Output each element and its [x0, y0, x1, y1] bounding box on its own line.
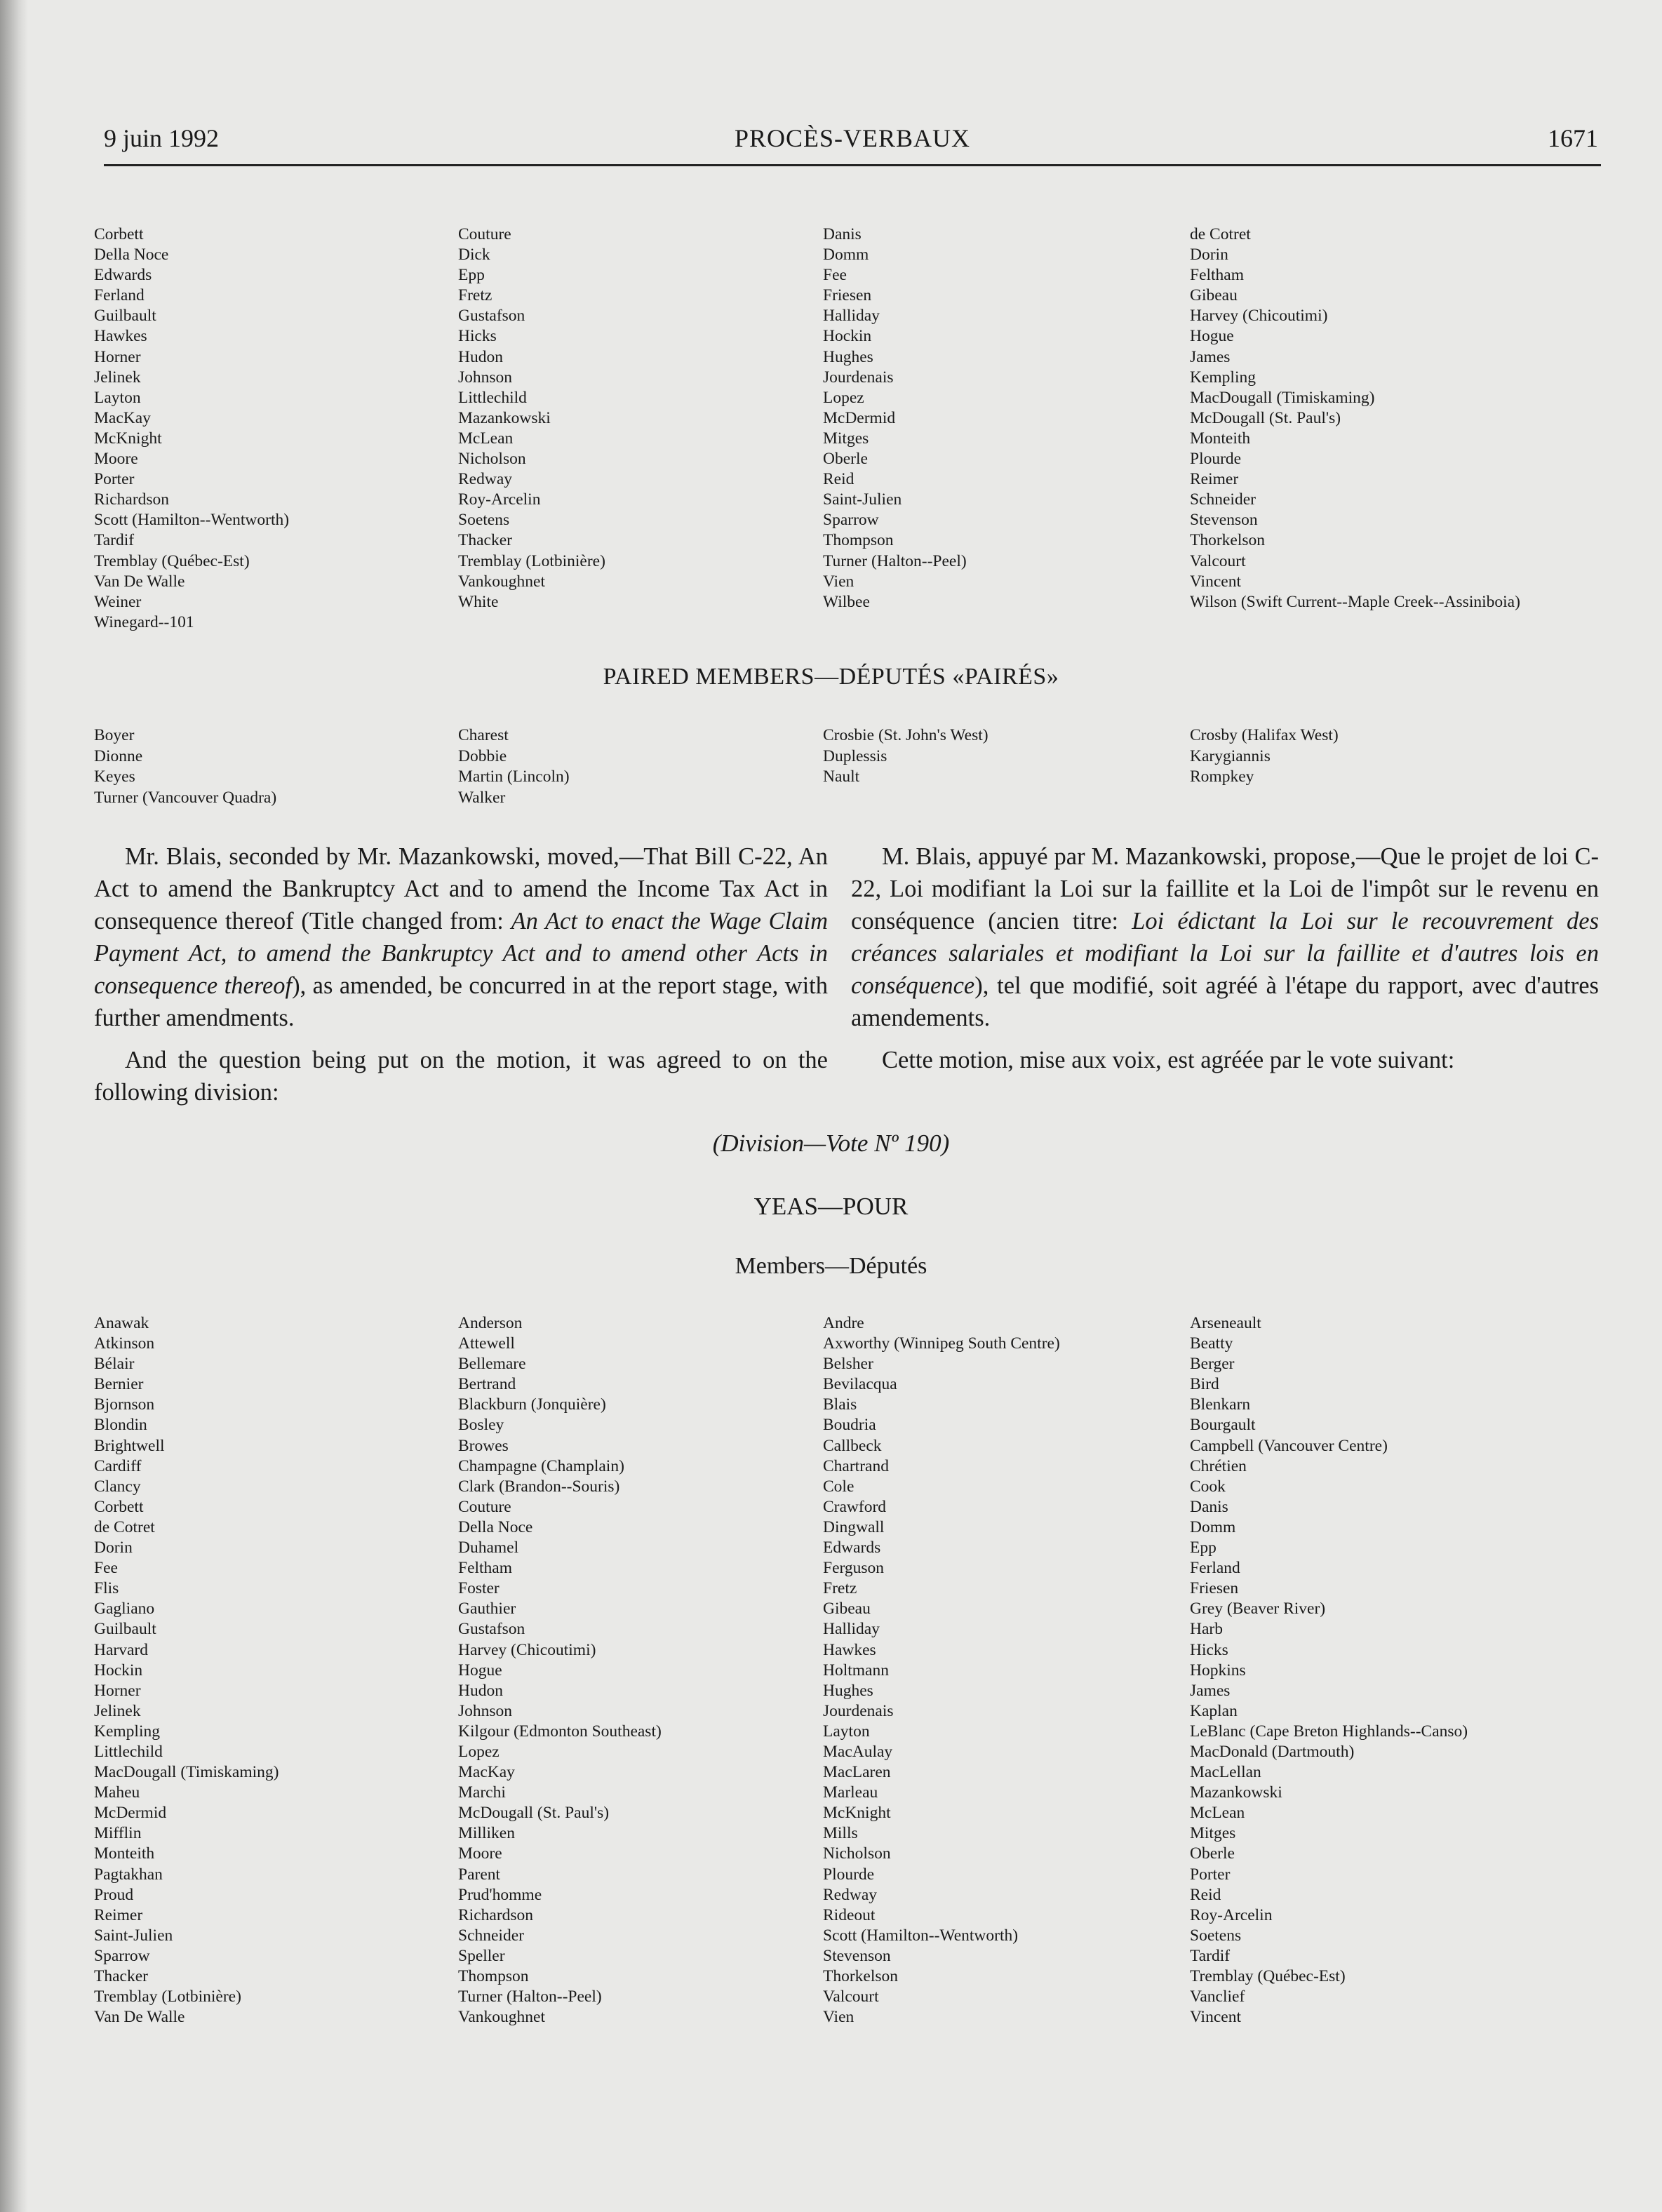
member-name: Edwards	[823, 1539, 881, 1557]
member-name: McKnight	[823, 1804, 891, 1823]
member-name: Lopez	[458, 1742, 500, 1761]
member-name: Bernier	[94, 1375, 144, 1394]
nays-column-4	[1190, 224, 1609, 633]
member-name: LeBlanc (Cape Breton Highlands--Canso)	[1190, 1722, 1468, 1741]
member-name: Andre	[823, 1314, 864, 1332]
member-name: Epp	[458, 266, 485, 285]
member-name: Mitges	[1190, 1824, 1236, 1843]
member-name: Fee	[823, 266, 847, 285]
member-name: Turner (Halton--Peel)	[823, 551, 967, 570]
member-name: Reimer	[1190, 470, 1239, 489]
member-name: Hughes	[823, 347, 873, 366]
paired-column-1	[94, 725, 458, 808]
member-name: Thacker	[458, 531, 512, 550]
nays-name-list	[94, 224, 1609, 633]
member-name: Monteith	[94, 1844, 155, 1863]
member-name: Berger	[1190, 1355, 1235, 1374]
member-name: Marchi	[458, 1783, 506, 1802]
paired-name-list	[94, 725, 1609, 808]
member-name: Nicholson	[823, 1844, 891, 1863]
header-date: 9 juin 1992	[104, 124, 220, 152]
nays-column-2	[458, 224, 823, 633]
member-name: Gibeau	[1190, 286, 1238, 305]
paired-column-4	[1190, 725, 1609, 808]
member-name: Saint-Julien	[823, 490, 902, 509]
member-name: Mazankowski	[458, 408, 551, 427]
member-name: Hughes	[823, 1681, 873, 1700]
member-name: Feltham	[1190, 266, 1245, 285]
member-name: Epp	[1190, 1539, 1217, 1557]
member-name: Dingwall	[823, 1517, 885, 1536]
member-name: MacKay	[458, 1763, 515, 1782]
member-name: Champagne (Champlain)	[458, 1456, 624, 1475]
member-name: MacAulay	[823, 1742, 893, 1761]
yeas-subtitle: Members—Députés	[735, 1253, 927, 1279]
member-name: Atkinson	[94, 1334, 155, 1353]
member-name: McDougall (St. Paul's)	[458, 1804, 610, 1823]
member-name: Plourde	[1190, 450, 1242, 469]
member-name: Anderson	[458, 1314, 523, 1332]
member-name: Monteith	[1190, 429, 1251, 448]
member-name: Stevenson	[823, 1946, 891, 1965]
member-name: Grey (Beaver River)	[1190, 1600, 1326, 1618]
member-name: MacKay	[94, 408, 151, 427]
member-name: Hogue	[1190, 327, 1234, 346]
yeas-column-2	[458, 1313, 823, 2027]
member-name: Parent	[458, 1865, 501, 1884]
member-name: Tremblay (Québec-Est)	[1190, 1967, 1346, 1985]
member-name: Jourdenais	[823, 368, 894, 387]
member-name: Hicks	[1190, 1640, 1228, 1659]
yeas-column-4	[1190, 1313, 1609, 2027]
header-title: PROCÈS-VERBAUX	[734, 124, 971, 152]
yeas-title: YEAS—POUR	[753, 1193, 909, 1220]
member-name: Crosby (Halifax West)	[1190, 726, 1339, 744]
member-name: Thorkelson	[1190, 531, 1266, 550]
member-name: Dorin	[1190, 246, 1228, 264]
member-name: Arseneault	[1190, 1314, 1261, 1332]
header-page-number: 1671	[1548, 124, 1598, 152]
member-name: Soetens	[458, 511, 510, 530]
member-name: Mifflin	[94, 1824, 142, 1843]
member-name: Tremblay (Lotbinière)	[94, 1988, 241, 2006]
member-name: MacLaren	[823, 1763, 891, 1782]
member-name: Nicholson	[458, 450, 526, 469]
paired-column-3	[823, 725, 1190, 808]
member-name: Cole	[823, 1477, 855, 1496]
member-name: Maheu	[94, 1783, 140, 1802]
member-name: Hockin	[94, 1661, 143, 1680]
member-name: Van De Walle	[94, 572, 185, 591]
member-name: Valcourt	[1190, 551, 1246, 570]
member-name: Roy-Arcelin	[458, 490, 541, 509]
member-name: Layton	[823, 1722, 870, 1741]
member-name: Johnson	[458, 1701, 513, 1720]
book-spine-shadow	[0, 0, 28, 2212]
member-name: Reid	[823, 470, 855, 489]
member-name: Danis	[823, 225, 862, 243]
member-name: Boyer	[94, 726, 135, 744]
member-name: McDougall (St. Paul's)	[1190, 408, 1341, 427]
member-name: Saint-Julien	[94, 1926, 173, 1945]
member-name: Della Noce	[458, 1517, 533, 1536]
member-name: McDermid	[94, 1804, 167, 1823]
member-name: Bevilacqua	[823, 1375, 897, 1394]
member-name: Littlechild	[94, 1742, 163, 1761]
member-name: Dorin	[94, 1539, 133, 1557]
member-name: Redway	[823, 1885, 878, 1904]
member-name: Bellemare	[458, 1355, 526, 1374]
member-name: Valcourt	[823, 1988, 879, 2006]
member-name: Dobbie	[458, 746, 507, 765]
member-name: Hudon	[458, 347, 503, 366]
member-name: Marleau	[823, 1783, 878, 1802]
member-name: Winegard--101	[94, 612, 194, 631]
member-name: Lopez	[823, 388, 864, 407]
member-name: White	[458, 592, 499, 611]
member-name: Kaplan	[1190, 1701, 1238, 1720]
member-name: Couture	[458, 1497, 511, 1516]
member-name: Corbett	[94, 225, 144, 243]
member-name: Reimer	[94, 1905, 143, 1924]
member-name: Hockin	[823, 327, 872, 346]
member-name: Kempling	[94, 1722, 160, 1741]
member-name: Hopkins	[1190, 1661, 1246, 1680]
member-name: Bertrand	[458, 1375, 516, 1394]
member-name: Richardson	[458, 1905, 534, 1924]
member-name: Tardif	[94, 531, 135, 550]
member-name: Bélair	[94, 1355, 135, 1374]
member-name: Thacker	[94, 1967, 148, 1985]
member-name: Dick	[458, 246, 490, 264]
member-name: Cook	[1190, 1477, 1226, 1496]
member-name: James	[1190, 347, 1231, 366]
member-name: McKnight	[94, 429, 162, 448]
member-name: Jourdenais	[823, 1701, 894, 1720]
member-name: Gustafson	[458, 1620, 525, 1639]
member-name: Stevenson	[1190, 511, 1258, 530]
member-name: Gibeau	[823, 1600, 871, 1618]
member-name: Sparrow	[94, 1946, 150, 1965]
member-name: Callbeck	[823, 1436, 882, 1455]
member-name: Foster	[458, 1579, 500, 1598]
member-name: Rideout	[823, 1905, 876, 1924]
member-name: James	[1190, 1681, 1231, 1700]
member-name: Thompson	[823, 531, 894, 550]
member-name: Hogue	[458, 1661, 502, 1680]
member-name: Turner (Halton--Peel)	[458, 1988, 602, 2006]
member-name: Porter	[94, 470, 135, 489]
member-name: Duplessis	[823, 746, 887, 765]
member-name: Blais	[823, 1395, 857, 1414]
member-name: Crawford	[823, 1497, 887, 1516]
member-name: Oberle	[823, 450, 868, 469]
member-name: Martin (Lincoln)	[458, 768, 570, 786]
motion-english-text-1: Mr. Blais, seconded by Mr. Mazankowski, moved,—That Bill C-22, An Act to amend the Bankruptcy Act and to amend the Income Tax Act in consequence thereof (Title changed from:	[94, 843, 828, 934]
nays-column-3	[823, 224, 1190, 633]
member-name: Horner	[94, 347, 141, 366]
member-name: Vanclief	[1190, 1988, 1245, 2006]
page-header	[104, 123, 1601, 166]
motion-english	[94, 840, 828, 1034]
member-name: Van De Walle	[94, 2008, 185, 2027]
member-name: Reid	[1190, 1885, 1221, 1904]
member-name: Scott (Hamilton--Wentworth)	[823, 1926, 1019, 1945]
member-name: Vien	[823, 2008, 855, 2027]
member-name: Vien	[823, 572, 855, 591]
member-name: Cardiff	[94, 1456, 142, 1475]
member-name: Hawkes	[823, 1640, 876, 1659]
member-name: Gustafson	[458, 307, 525, 326]
member-name: Domm	[823, 246, 869, 264]
member-name: Wilson (Swift Current--Maple Creek--Assiniboia)	[1190, 592, 1520, 611]
member-name: Harvard	[94, 1640, 148, 1659]
member-name: Hicks	[458, 327, 497, 346]
member-name: Karygiannis	[1190, 746, 1271, 765]
member-name: Plourde	[823, 1865, 875, 1884]
member-name: Mazankowski	[1190, 1783, 1282, 1802]
member-name: Attewell	[458, 1334, 515, 1353]
member-name: Bjornson	[94, 1395, 155, 1414]
member-name: Jelinek	[94, 1701, 141, 1720]
member-name: Thompson	[458, 1967, 529, 1985]
paired-members-title: PAIRED MEMBERS—DÉPUTÉS «PAIRÉS»	[603, 664, 1059, 690]
member-name: MacDonald (Dartmouth)	[1190, 1742, 1355, 1761]
member-name: Vankoughnet	[458, 2008, 546, 2027]
member-name: Della Noce	[94, 246, 169, 264]
member-name: Weiner	[94, 592, 142, 611]
member-name: Proud	[94, 1885, 134, 1904]
member-name: Flis	[94, 1579, 119, 1598]
motion-french	[851, 840, 1599, 1034]
member-name: Guilbault	[94, 1620, 156, 1639]
motion-english-text-2: ), as amended, be concurred in at the report stage, with further amendments.	[94, 972, 828, 1031]
member-name: Crosbie (St. John's West)	[823, 726, 989, 744]
member-name: Mitges	[823, 429, 869, 448]
member-name: de Cotret	[94, 1517, 155, 1536]
member-name: Harvey (Chicoutimi)	[458, 1640, 596, 1659]
motion-english-old-title: An Act to enact the Wage Claim Payment Act, to amend the Bankruptcy Act and to amend other Acts in consequence thereof	[94, 908, 828, 999]
member-name: Oberle	[1190, 1844, 1235, 1863]
member-name: Richardson	[94, 490, 170, 509]
member-name: Hudon	[458, 1681, 503, 1700]
member-name: Ferguson	[823, 1559, 885, 1578]
member-name: Kilgour (Edmonton Southeast)	[458, 1722, 662, 1741]
member-name: Couture	[458, 225, 511, 243]
member-name: Moore	[94, 450, 138, 469]
member-name: Friesen	[823, 286, 872, 305]
member-name: Thorkelson	[823, 1967, 899, 1985]
member-name: Speller	[458, 1946, 505, 1965]
member-name: Mills	[823, 1824, 858, 1843]
member-name: Domm	[1190, 1517, 1236, 1536]
member-name: Gauthier	[458, 1600, 516, 1618]
member-name: Ferland	[94, 286, 145, 305]
member-name: Vincent	[1190, 2008, 1241, 2027]
member-name: Duhamel	[458, 1539, 519, 1557]
member-name: Anawak	[94, 1314, 149, 1332]
member-name: Chartrand	[823, 1456, 889, 1475]
nays-column-1	[94, 224, 458, 633]
member-name: Pagtakhan	[94, 1865, 163, 1884]
yeas-name-list	[94, 1313, 1609, 2027]
question-french: Cette motion, mise aux voix, est agréée par le vote suivant:	[882, 1047, 1455, 1073]
member-name: Edwards	[94, 266, 152, 285]
member-name: Blenkarn	[1190, 1395, 1251, 1414]
member-name: Bosley	[458, 1416, 504, 1435]
member-name: Vankoughnet	[458, 572, 546, 591]
member-name: Rompkey	[1190, 768, 1254, 786]
member-name: Littlechild	[458, 388, 527, 407]
motion-french-text-2: ), tel que modifié, soit agréé à l'étape du rapport, avec d'autres amendements.	[851, 972, 1599, 1031]
member-name: Walker	[458, 788, 506, 807]
member-name: Fretz	[823, 1579, 857, 1598]
member-name: Corbett	[94, 1497, 144, 1516]
member-name: Horner	[94, 1681, 141, 1700]
member-name: Harb	[1190, 1620, 1223, 1639]
member-name: Redway	[458, 470, 513, 489]
member-name: Clancy	[94, 1477, 141, 1496]
member-name: Layton	[94, 388, 141, 407]
member-name: Belsher	[823, 1355, 873, 1374]
member-name: Jelinek	[94, 368, 141, 387]
yeas-column-1	[94, 1313, 458, 2027]
paired-column-2	[458, 725, 823, 808]
member-name: Boudria	[823, 1416, 876, 1435]
member-name: MacDougall (Timiskaming)	[1190, 388, 1375, 407]
member-name: Browes	[458, 1436, 509, 1455]
member-name: Ferland	[1190, 1559, 1240, 1578]
member-name: Campbell (Vancouver Centre)	[1190, 1436, 1388, 1455]
member-name: Halliday	[823, 1620, 880, 1639]
member-name: Fee	[94, 1559, 118, 1578]
member-name: Guilbault	[94, 307, 156, 326]
question-english: And the question being put on the motion, it was agreed to on the following division:	[94, 1047, 828, 1106]
member-name: McLean	[458, 429, 514, 448]
member-name: Tremblay (Québec-Est)	[94, 551, 250, 570]
member-name: Clark (Brandon--Souris)	[458, 1477, 620, 1496]
member-name: Beatty	[1190, 1334, 1233, 1353]
member-name: Tremblay (Lotbinière)	[458, 551, 605, 570]
motion-french-text-1: M. Blais, appuyé par M. Mazankowski, propose,—Que le projet de loi C-22, Loi modifiant la Loi sur la faillite et la Loi de l'impôt sur le revenu en conséquence (ancien titre:	[851, 843, 1599, 934]
member-name: Kempling	[1190, 368, 1256, 387]
member-name: Porter	[1190, 1865, 1231, 1884]
member-name: Fretz	[458, 286, 492, 305]
member-name: Bird	[1190, 1375, 1219, 1394]
member-name: Prud'homme	[458, 1885, 542, 1904]
member-name: Hawkes	[94, 327, 147, 346]
member-name: Keyes	[94, 768, 135, 786]
member-name: Soetens	[1190, 1926, 1242, 1945]
member-name: Schneider	[458, 1926, 524, 1945]
member-name: Harvey (Chicoutimi)	[1190, 307, 1328, 326]
member-name: Vincent	[1190, 572, 1241, 591]
member-name: Friesen	[1190, 1579, 1239, 1598]
member-name: MacDougall (Timiskaming)	[94, 1763, 279, 1782]
member-name: Tardif	[1190, 1946, 1231, 1965]
member-name: Turner (Vancouver Quadra)	[94, 788, 277, 807]
member-name: Chrétien	[1190, 1456, 1247, 1475]
member-name: Wilbee	[823, 592, 870, 611]
member-name: Blondin	[94, 1416, 147, 1435]
member-name: Blackburn (Jonquière)	[458, 1395, 606, 1414]
division-number: (Division—Vote Nº 190)	[712, 1130, 950, 1157]
member-name: Scott (Hamilton--Wentworth)	[94, 511, 290, 530]
yeas-column-3	[823, 1313, 1190, 2027]
member-name: de Cotret	[1190, 225, 1251, 243]
member-name: Johnson	[458, 368, 513, 387]
member-name: Schneider	[1190, 490, 1256, 509]
member-name: Milliken	[458, 1824, 515, 1843]
member-name: Charest	[458, 726, 509, 744]
member-name: Feltham	[458, 1559, 513, 1578]
member-name: Holtmann	[823, 1661, 889, 1680]
member-name: Brightwell	[94, 1436, 165, 1455]
member-name: McDermid	[823, 408, 896, 427]
member-name: Axworthy (Winnipeg South Centre)	[823, 1334, 1060, 1353]
member-name: Roy-Arcelin	[1190, 1905, 1273, 1924]
member-name: Halliday	[823, 307, 880, 326]
member-name: Dionne	[94, 746, 143, 765]
member-name: Nault	[823, 768, 860, 786]
member-name: Bourgault	[1190, 1416, 1256, 1435]
member-name: MacLellan	[1190, 1763, 1261, 1782]
member-name: Moore	[458, 1844, 502, 1863]
member-name: Sparrow	[823, 511, 879, 530]
member-name: McLean	[1190, 1804, 1245, 1823]
motion-french-old-title: Loi édictant la Loi sur le recouvrement des créances salariales et modifiant la Loi sur la faillite et d'autres lois en conséquence	[851, 908, 1599, 999]
member-name: Danis	[1190, 1497, 1228, 1516]
member-name: Gagliano	[94, 1600, 155, 1618]
